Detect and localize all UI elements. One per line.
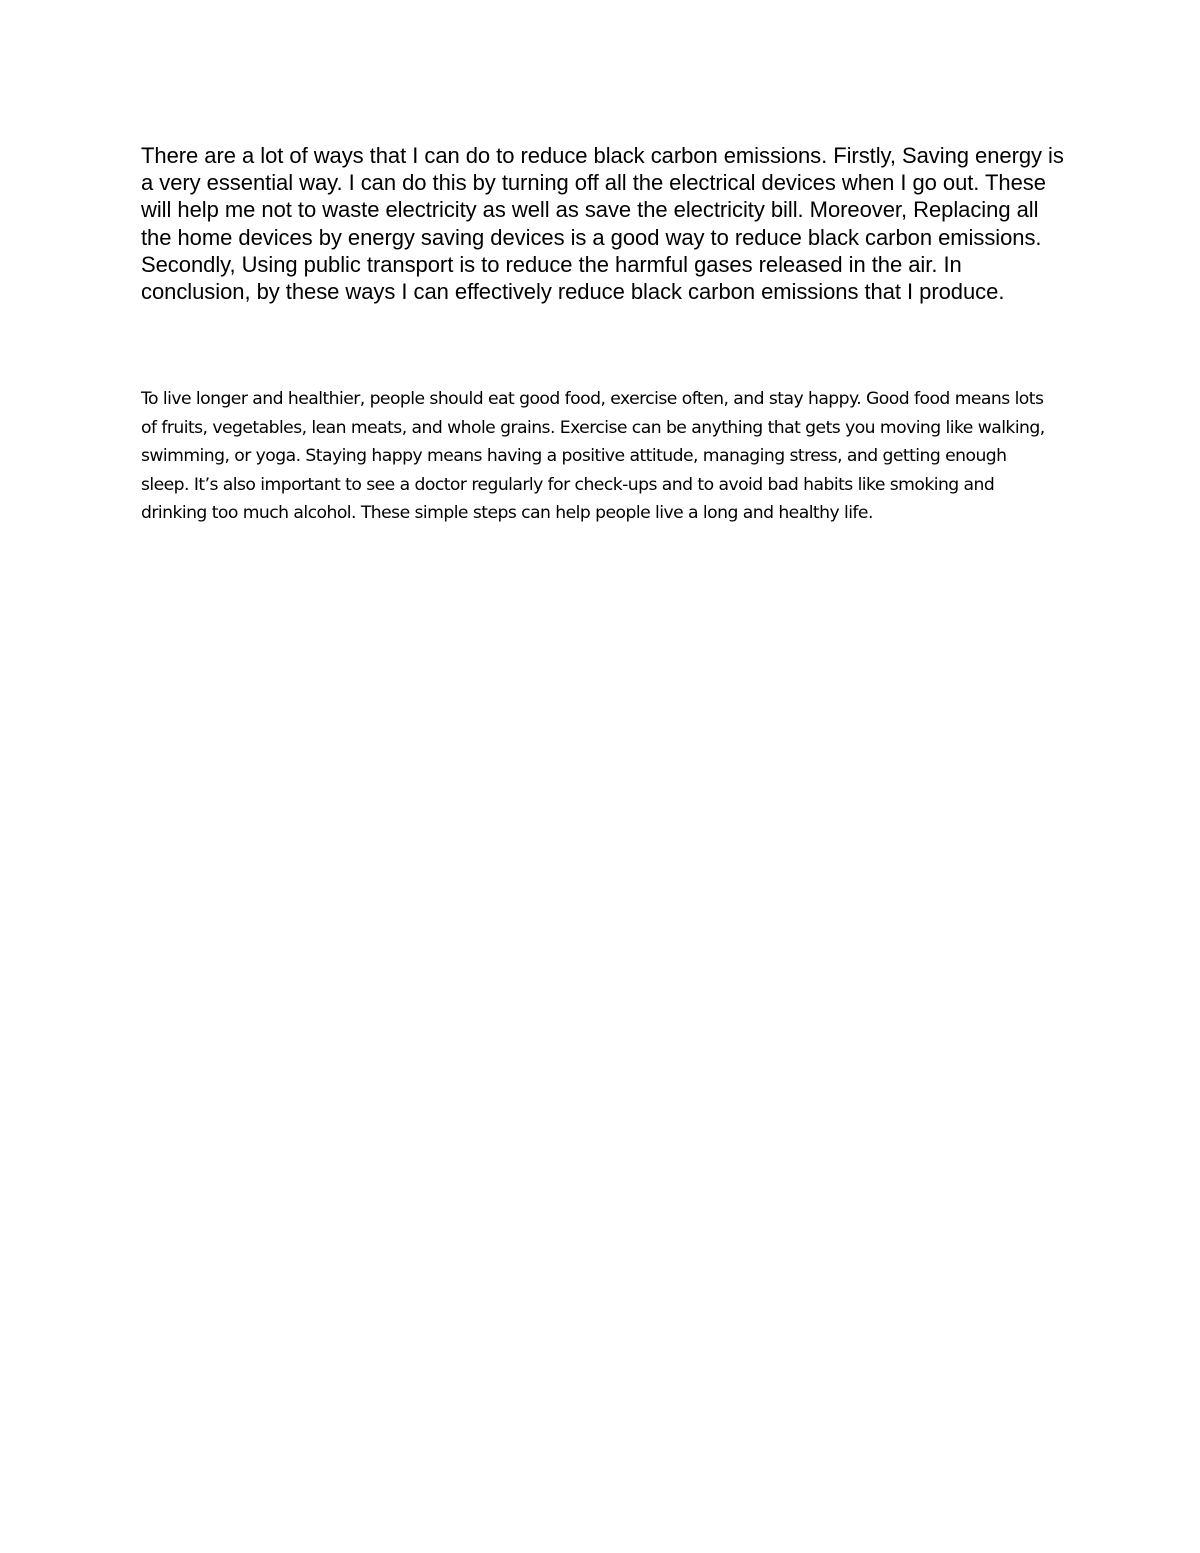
- paragraph-healthy-life: To live longer and healthier, people should eat good food, exercise often, and stay happy. Good food means lots of fruits, vegetables, lean meats, and whole grains. Exercise can be anything that gets you moving like walking, swimming, or yoga. Staying happy means having a positive attitude, managing stress, and getting enough sleep. It’s also important to see a doctor regularly for check-ups and to avoid bad habits like smoking and drinking too much alcohol. These simple steps can help people live a long and healthy life.: [141, 389, 1045, 523]
- paragraph-black-carbon: There are a lot of ways that I can do to reduce black carbon emissions. Firstly, Saving energy is a very essential way. I can do this by turning off all the electrical devices when I go out. These will help me not to waste electricity as well as save the electricity bill. Moreover, Replacing all the home devices by energy saving devices is a good way to reduce black carbon emissions. Secondly, Using public transport is to reduce the harmful gases released in the air. In conclusion, by these ways I can effectively reduce black carbon emissions that I produce.: [141, 143, 1064, 305]
